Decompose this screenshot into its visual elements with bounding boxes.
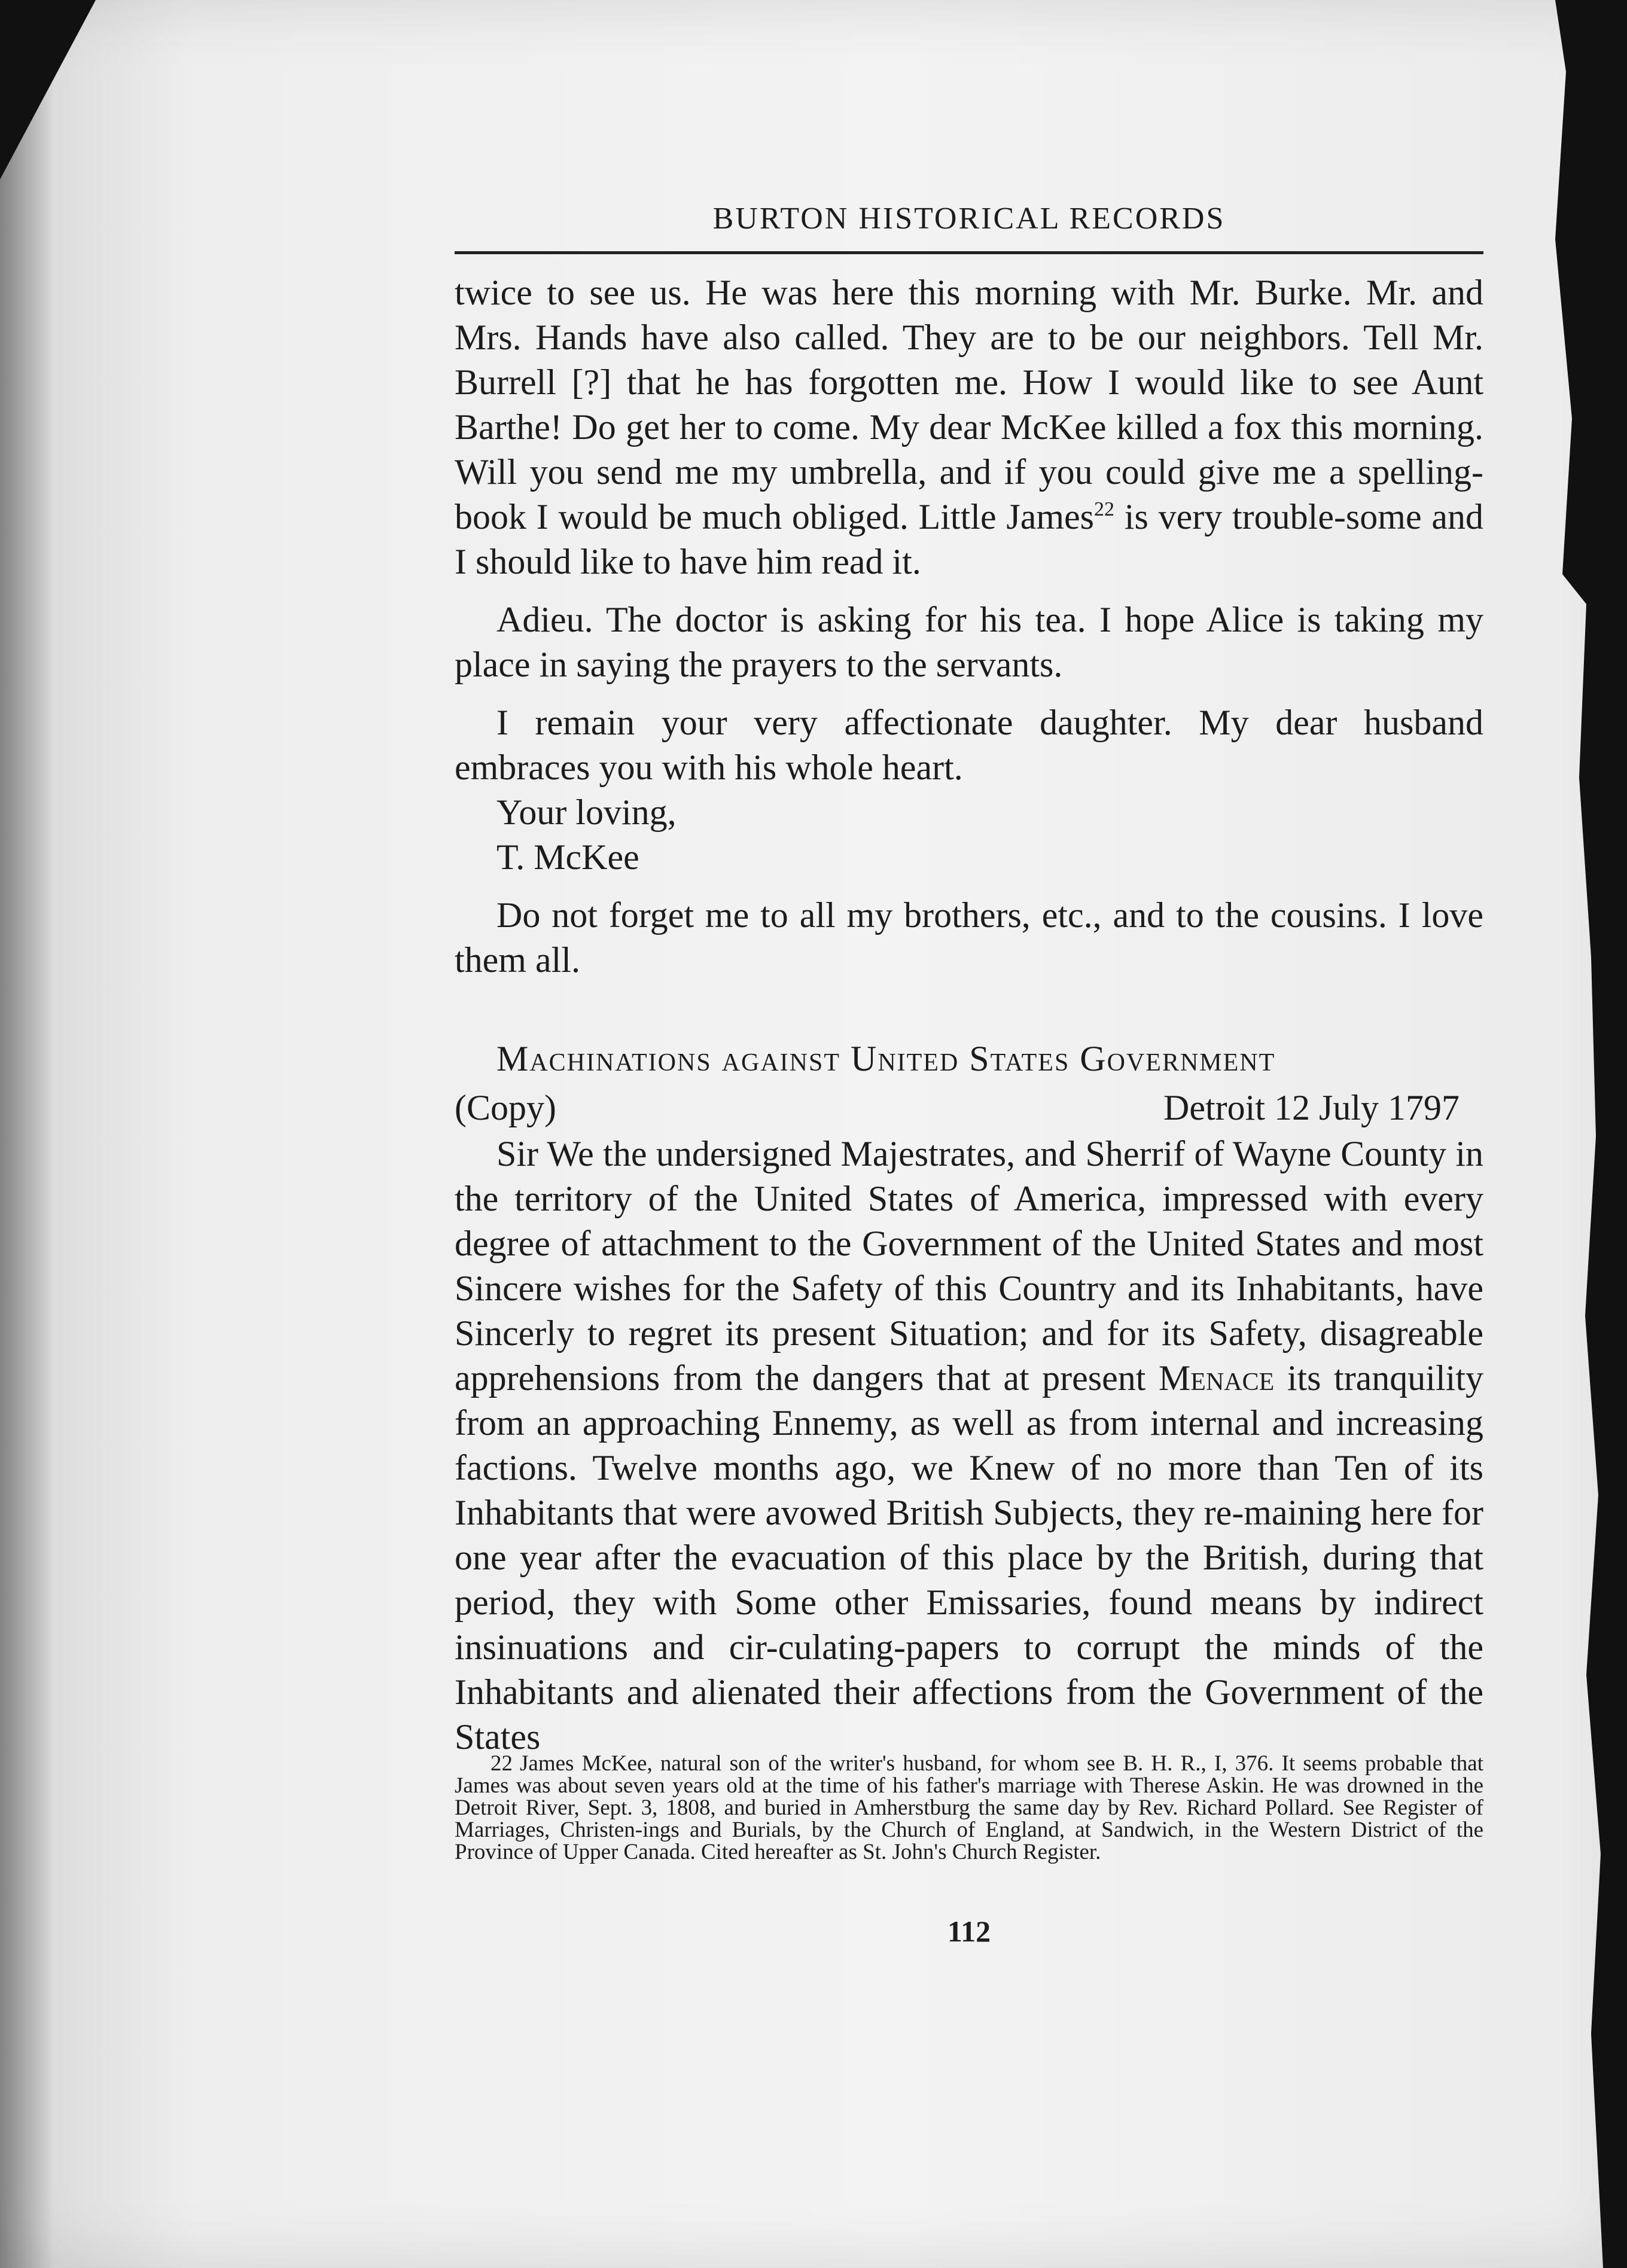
letter-paragraph-1 xyxy=(455,270,1483,584)
copy-dateline xyxy=(455,1084,1483,1132)
page-number: 112 xyxy=(947,1915,991,1948)
letter-closing: Your loving, xyxy=(496,792,677,832)
spacer xyxy=(455,880,1483,893)
footnote-reference[interactable]: 22 xyxy=(1094,498,1114,520)
letter-paragraph-1-cont: is very trouble-some and I should like to have him read it. xyxy=(455,497,1483,581)
footnote-text: James McKee, natural son of the writer's husband, for whom see B. H. R., I, 376. It seems probable that James was about seven years old at the time of his father's marriage with Therese Askin. He was drowned in the Detroit River, Sept. 3, 1808, and buried in Amherstburg the same day by Rev. Richard Pollard. See Register of Marriages, Christen-ings and Burials, by the Church of England, at Sandwich, in the Western District of the Province of Upper Canada. Cited hereafter as St. John's Church Register. xyxy=(455,1751,1483,1864)
footnote-number: 22 xyxy=(490,1751,513,1776)
letter-paragraph-1-text: twice to see us. He was here this morning with Mr. Burke. Mr. and Mrs. Hands have also called. They are to be our neighbors. Tell Mr. Burrell [?] that he has forgotten me. How I would like to see Aunt Barthe! Do get her to come. My dear McKee killed a fox this morning. Will you send me my umbrella, and if you could give me a spelling-book I would be much obliged. Little James xyxy=(455,273,1483,536)
spacer xyxy=(455,983,1483,1037)
letter-paragraph-2: Adieu. The doctor is asking for his tea. I hope Alice is taking my place in saying the prayers to the servants. xyxy=(455,600,1483,684)
section-paragraph-1-start: Sir We the undersigned Majestrates, and Sherrif of Wayne County in the territory of the United States of America, impressed with every degree of attachment to the Government of the United States and most Sincere wishes for the Safety of this Country and its Inhabitants, have Sincerly to regret its present Situation; and for its Safety, disagreable apprehensions from the dangers that at present xyxy=(455,1134,1483,1398)
footnote xyxy=(455,1752,1483,1863)
letter-signature: T. McKee xyxy=(496,837,639,877)
menace-word: Menace xyxy=(1158,1358,1275,1398)
section-title: Machinations against United States Government xyxy=(496,1039,1276,1078)
header-rule xyxy=(455,251,1483,254)
copy-label: (Copy) xyxy=(455,1088,556,1127)
spacer xyxy=(455,584,1483,598)
section-paragraph-1-end: its tranquility from an approaching Ennemy, as well as from internal and increasing factions. Twelve months ago, we Knew of no more than Ten of its Inhabitants that were avowed British Subjects, they re-maining here for one year after the evacuation of this place by the British, during that period, they with Some other Emissaries, found means by indirect insinuations and cir-culating-papers to corrupt the minds of the Inhabitants and alienated their affections from the Government of the States xyxy=(455,1358,1483,1757)
section-paragraph-1 xyxy=(455,1132,1483,1760)
spacer xyxy=(455,687,1483,700)
running-head: BURTON HISTORICAL RECORDS xyxy=(712,202,1226,236)
letter-postscript: Do not forget me to all my brothers, etc., and to the cousins. I love them all. xyxy=(455,895,1483,980)
page-corner-curl xyxy=(0,0,96,179)
dateline: Detroit 12 July 1797 xyxy=(1163,1088,1460,1127)
main-text xyxy=(455,270,1483,1760)
letter-paragraph-3: I remain your very affectionate daughter. My dear husband embraces you with his whole heart. xyxy=(455,703,1483,787)
